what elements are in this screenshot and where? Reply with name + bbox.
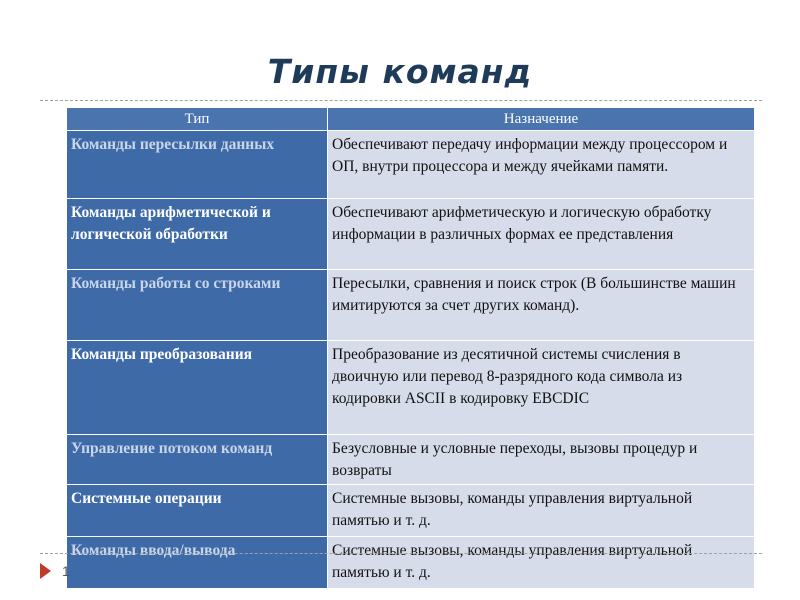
- table-row: [67, 435, 755, 485]
- table-row: [67, 485, 755, 537]
- header-purpose: Назначение: [328, 108, 755, 131]
- title-divider: [40, 100, 762, 101]
- table-row: [67, 537, 755, 589]
- header-type: Тип: [67, 108, 328, 131]
- row-purpose: Преобразование из десятичной системы счисления в двоичную или перевод 8-разрядного кода символа из кодировки ASCII в кодировку EBCDIC: [328, 341, 755, 435]
- table-row: [67, 341, 755, 435]
- row-type: Системные операции: [67, 485, 328, 537]
- footer-divider: [40, 553, 762, 554]
- table-row: [67, 270, 755, 341]
- row-type: Команды преобразования: [67, 341, 328, 435]
- row-type: Команды пересылки данных: [67, 131, 328, 199]
- row-purpose: Обеспечивают передачу информации между процессором и ОП, внутри процессора и между ячейками памяти.: [328, 131, 755, 199]
- page-number: 1: [62, 563, 70, 579]
- row-purpose: Системные вызовы, команды управления виртуальной памятью и т. д.: [328, 485, 755, 537]
- command-types-table: [66, 107, 755, 589]
- row-purpose: Системные вызовы, команды управления виртуальной памятью и т. д.: [328, 537, 755, 589]
- row-purpose: Безусловные и условные переходы, вызовы процедур и возвраты: [328, 435, 755, 485]
- table-row: [67, 199, 755, 270]
- row-type: Команды арифметической и логической обработки: [67, 199, 328, 270]
- table-row: [67, 131, 755, 199]
- row-type: Команды работы со строками: [67, 270, 328, 341]
- slide-title: Типы команд: [267, 52, 533, 91]
- row-purpose: Пересылки, сравнения и поиск строк (В большинстве машин имитируются за счет других команд).: [328, 270, 755, 341]
- row-type: Управление потоком команд: [67, 435, 328, 485]
- slide-arrow-icon: [40, 563, 51, 579]
- row-purpose: Обеспечивают арифметическую и логическую обработку информации в различных формах ее представления: [328, 199, 755, 270]
- table-header-row: [67, 108, 755, 131]
- row-type: Команды ввода/вывода: [67, 537, 328, 589]
